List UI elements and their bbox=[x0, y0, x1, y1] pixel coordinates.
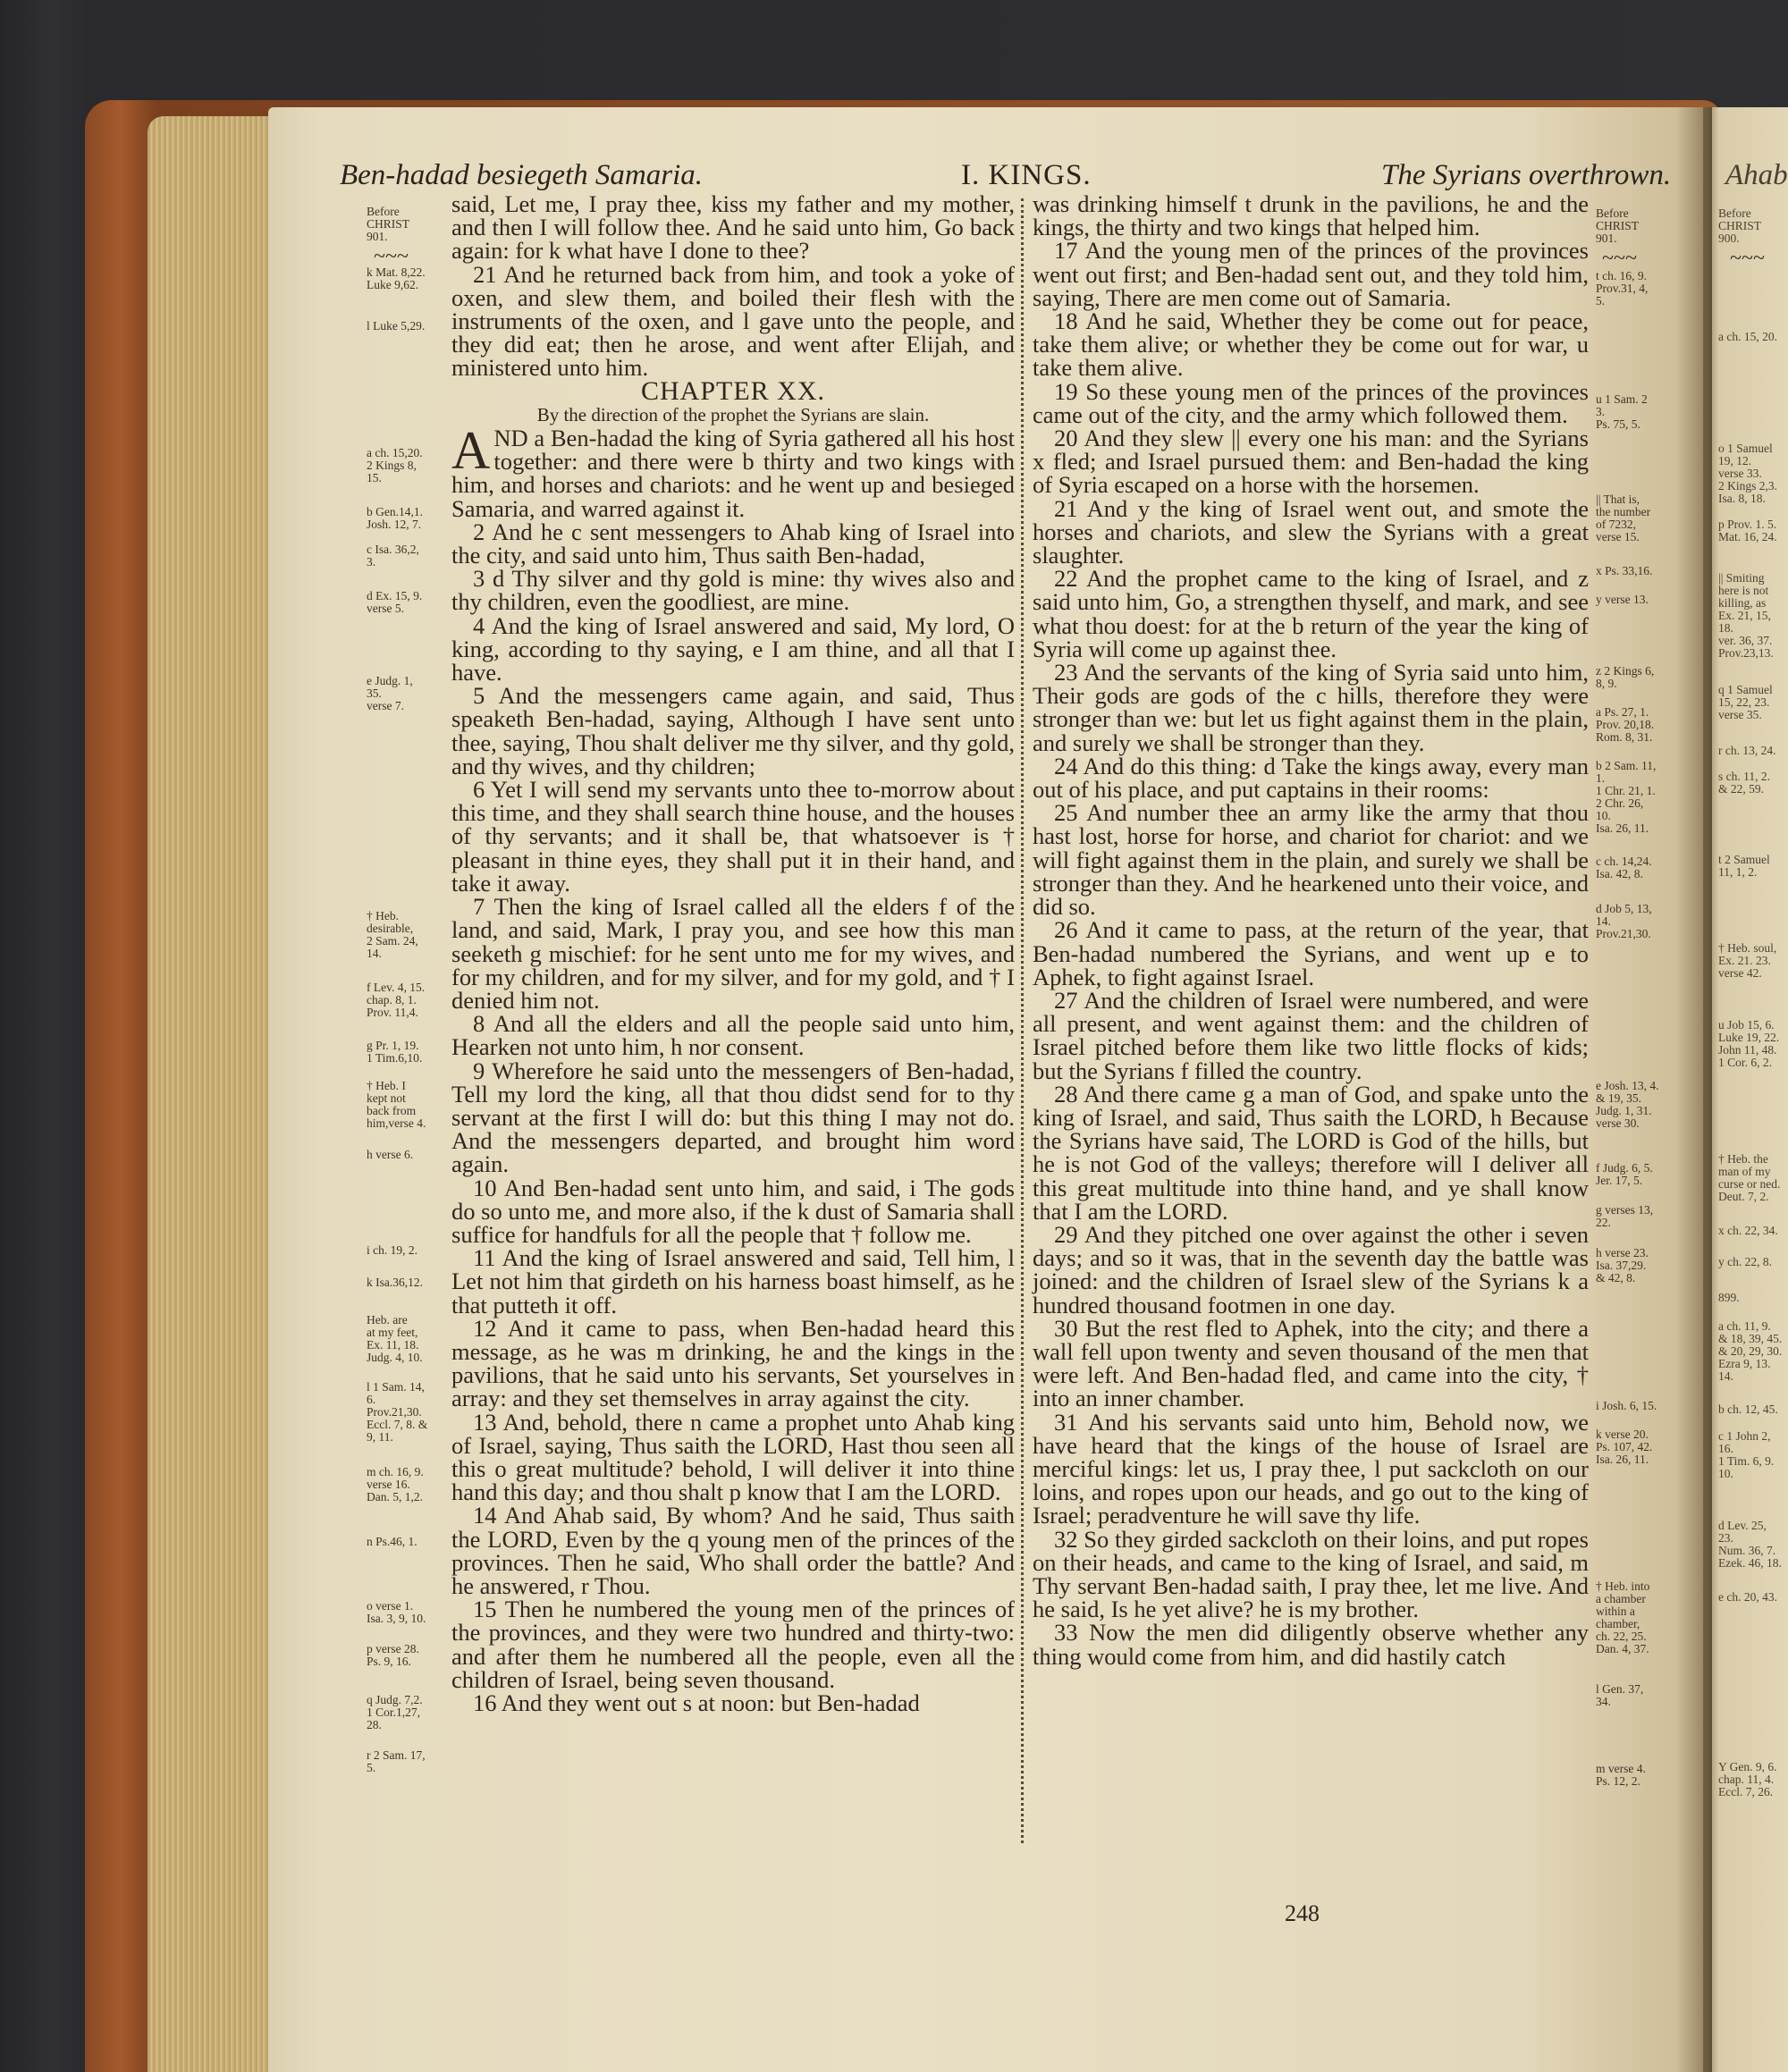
margin-note: i Josh. 6, 15. bbox=[1596, 1399, 1657, 1412]
ornament-right: ~~~ bbox=[1602, 247, 1637, 270]
margin-note: p verse 28. Ps. 9, 16. bbox=[367, 1642, 419, 1668]
ornament-next: ~~~ bbox=[1730, 247, 1765, 270]
column-divider bbox=[1021, 198, 1029, 1843]
verse-text: 5 And the messengers came again, and said, Thus speaketh Ben-hadad, saying, Although I have sent unto thee, saying, Thou shalt deliver me thy silver, and thy gold, and thy wives, and thy children; bbox=[451, 682, 1015, 779]
verse-text: 7 Then the king of Israel called all the elders f of the land, and said, Mark, I pray you, and see how this man seeketh g mischief: for he sent unto me for my wives, and for my children, and for my silver, and for my gold, and † I denied him not. bbox=[451, 893, 1015, 1014]
next-page-head: Ahab bbox=[1725, 159, 1788, 191]
margin-note: n Ps.46, 1. bbox=[367, 1535, 417, 1548]
margin-note: m ch. 16, 9. verse 16. Dan. 5, 1,2. bbox=[367, 1465, 424, 1503]
verse-text: 3 d Thy silver and thy gold is mine: thy wives also and thy children, even the goodliest, are mine. bbox=[451, 565, 1015, 616]
margin-note: f Judg. 6, 5. Jer. 17, 5. bbox=[1596, 1161, 1653, 1187]
margin-note: l 1 Sam. 14, 6. Prov.21,30. Eccl. 7, 8. & 9, 11. bbox=[367, 1380, 428, 1444]
margin-note: † Heb. I kept not back from him,verse 4. bbox=[367, 1079, 426, 1130]
margin-note: Before CHRIST 901. bbox=[367, 205, 410, 243]
verse-text: 24 And do this thing: d Take the kings away, every man out of his place, and put captains in their rooms: bbox=[1033, 752, 1589, 804]
verse-text: was drinking himself t drunk in the pavilions, he and the kings, the thirty and two kings that helped him. bbox=[1033, 190, 1589, 241]
margin-note: Before CHRIST 901. bbox=[1596, 206, 1640, 245]
margin-note: c Isa. 36,2, 3. bbox=[367, 543, 419, 569]
chapter-opening bbox=[451, 421, 1015, 522]
margin-note: a ch. 15, 20. bbox=[1718, 330, 1777, 343]
verse-text: 18 And he said, Whether they be come out for peace, take them alive; or whether they be come out for war, u take them alive. bbox=[1033, 307, 1589, 382]
verse-text: 16 And they went out s at noon: but Ben-hadad bbox=[473, 1689, 920, 1716]
margin-note: Heb. are at my feet, Ex. 11, 18. Judg. 4, 10. bbox=[367, 1313, 423, 1364]
verse-text: 15 Then he numbered the young men of the princes of the provinces, and they were two hundred and thirty-two: and after them he numbered all the people, even all the children of Israel, being seven thousand. bbox=[451, 1596, 1015, 1693]
margin-note: o verse 1. Isa. 3, 9, 10. bbox=[367, 1599, 426, 1625]
verse-text: 10 And Ben-hadad sent unto him, and said, i The gods do so unto me, and more also, if the k dust of Samaria shall suffice for handfuls for all the people that † follow me. bbox=[451, 1174, 1015, 1248]
margin-note: e Josh. 13, 4. & 19, 35. Judg. 1, 31. verse 30. bbox=[1596, 1079, 1659, 1130]
margin-note: Y Gen. 9, 6. chap. 11, 4. Eccl. 7, 26. bbox=[1718, 1760, 1777, 1798]
margin-note: d Ex. 15, 9. verse 5. bbox=[367, 589, 423, 615]
margin-note: b 2 Sam. 11, 1. 1 Chr. 21, 1. 2 Chr. 26, 10. Isa. 26, 11. bbox=[1596, 759, 1657, 835]
verse-text: 31 And his servants said unto him, Behold now, we have heard that the kings of the house of Israel are merciful kings: let us, I pray thee, l put sackcloth on our loins, and ropes upon our heads, and go out to the king of Israel; peradventure he will save thy life. bbox=[1033, 1408, 1589, 1529]
verse-text: 26 And it came to pass, at the return of the year, that Ben-hadad numbered the Syrians, and went up e to Aphek, to fight against Israel. bbox=[1033, 916, 1589, 990]
margin-note: h verse 23. Isa. 37,29. & 42, 8. bbox=[1596, 1246, 1649, 1284]
margin-note: g verses 13, 22. bbox=[1596, 1203, 1654, 1229]
margin-note: y verse 13. bbox=[1596, 593, 1649, 606]
margin-note: l Luke 5,29. bbox=[367, 319, 426, 333]
verse-text: 6 Yet I will send my servants unto thee to-morrow about this time, and they shall search thine house, and the houses of thy servants; and it shall be, that whatsoever is † pleasant in thine eyes, they shall put it in their hand, and take it away. bbox=[451, 776, 1015, 897]
ornament-left: ~~~ bbox=[374, 245, 409, 268]
verse-text: 27 And the children of Israel were numbered, and were all present, and went against them: and the children of Israel pitched before them like two little flocks of kids; but the Syrians f filled the country. bbox=[1033, 986, 1589, 1084]
margin-note: Before CHRIST 900. bbox=[1718, 206, 1762, 245]
margin-note: † Heb. soul, Ex. 21. 23. verse 42. bbox=[1718, 941, 1777, 980]
chapter-heading: CHAPTER XX. bbox=[640, 375, 825, 406]
verse-text: 14 And Ahab said, By whom? And he said, Thus saith the LORD, Even by the q young men of the princes of the provinces. Then he said, Who shall order the battle? And he answered, r Thou. bbox=[451, 1502, 1015, 1599]
running-head-book: I. KINGS. bbox=[961, 159, 1092, 191]
margin-note: t ch. 16, 9. Prov.31, 4, 5. bbox=[1596, 269, 1649, 307]
margin-note: i ch. 19, 2. bbox=[367, 1243, 417, 1257]
margin-note: c 1 John 2, 16. 1 Tim. 6, 9. 10. bbox=[1718, 1429, 1775, 1480]
margin-note: u Job 15, 6. Luke 19, 22. John 11, 48. 1 Cor. 6, 2. bbox=[1718, 1018, 1780, 1069]
verse-text: 13 And, behold, there n came a prophet unto Ahab king of Israel, saying, Thus saith the LORD, Hast thou seen all this o great multitude? behold, I will deliver it into thine hand this day; and thou shalt p know that I am the LORD. bbox=[451, 1408, 1015, 1506]
margin-note: † Heb. the man of my curse or ned. Deut. 7, 2. bbox=[1718, 1152, 1781, 1203]
page-edges bbox=[148, 116, 282, 2072]
margin-note: c ch. 14,24. Isa. 42, 8. bbox=[1596, 855, 1652, 880]
text-column-left bbox=[451, 192, 1015, 1714]
margin-note: z 2 Kings 6, 8, 9. bbox=[1596, 664, 1655, 690]
running-head-right: The Syrians overthrown. bbox=[1381, 159, 1672, 191]
margin-note: m verse 4. Ps. 12, 2. bbox=[1596, 1762, 1646, 1788]
margin-note: u 1 Sam. 2 3. Ps. 75, 5. bbox=[1596, 392, 1648, 431]
margin-note: q 1 Samuel 15, 22, 23. verse 35. bbox=[1718, 683, 1773, 721]
running-head-left: Ben-hadad besiegeth Samaria. bbox=[340, 159, 704, 191]
verse-text: 28 And there came g a man of God, and spake unto the king of Israel, and said, Thus saith the LORD, h Because the Syrians have said, The LORD is God of the hills, but he is not God of the valleys; therefore will I deliver all this great multitude into thine hand, and ye shall know that I am the LORD. bbox=[1033, 1080, 1589, 1225]
margin-note: a ch. 11, 9. & 18, 39, 45. & 20, 29, 30. Ezra 9, 13. 14. bbox=[1718, 1319, 1783, 1383]
gutter-shadow bbox=[1676, 107, 1712, 2072]
verse-text: 29 And they pitched one over against the other i seven days; and so it was, that in the seventh day the battle was joined: and the children of Israel slew of the Syrians k a hundred thousand footmen in one day. bbox=[1033, 1220, 1589, 1318]
verse-text: 22 And the prophet came to the king of Israel, and z said unto him, Go, a strengthen thyself, and mark, and see what thou doest: for at the b return of the year the king of Syria will come up against thee. bbox=[1033, 565, 1589, 662]
margin-note: x ch. 22, 34. bbox=[1718, 1224, 1778, 1237]
margin-note: q Judg. 7,2. 1 Cor.1,27, 28. bbox=[367, 1693, 423, 1731]
margin-note: || That is, the number of 7232, verse 15. bbox=[1596, 493, 1651, 543]
verse-text: 21 And he returned back from him, and took a yoke of oxen, and slew them, and boiled their flesh with the instruments of the oxen, and l gave unto the people, and they did eat; then he arose, and went after Elijah, and ministered unto him. bbox=[451, 260, 1015, 382]
margin-note: † Heb. into a chamber within a chamber, ch. 22, 25. Dan. 4, 37. bbox=[1596, 1579, 1650, 1655]
margin-note: r ch. 13, 24. bbox=[1718, 744, 1776, 757]
verse-text: ND a Ben-hadad the king of Syria gathered all his host together: and there were b thirty and two kings with him, and horses and chariots: and he went up and besieged Samaria, and warred against it. bbox=[451, 425, 1015, 522]
margin-note: p Prov. 1. 5. Mat. 16, 24. bbox=[1718, 518, 1777, 543]
margin-note: a Ps. 27, 1. Prov. 20,18. Rom. 8, 31. bbox=[1596, 705, 1655, 744]
margin-note: t 2 Samuel 11, 1, 2. bbox=[1718, 853, 1770, 879]
margin-note: y ch. 22, 8. bbox=[1718, 1255, 1772, 1268]
margin-note: b ch. 12, 45. bbox=[1718, 1402, 1778, 1416]
margin-note: h verse 6. bbox=[367, 1148, 414, 1161]
margin-note: a ch. 15,20. 2 Kings 8, 15. bbox=[367, 446, 423, 484]
verse-text: 32 So they girded sackcloth on their loins, and put ropes on their heads, and came to the king of Israel, and said, m Thy servant Ben-hadad saith, I pray thee, let me live. And he said, Is he yet alive? he is my brother. bbox=[1033, 1525, 1589, 1623]
verse-text: 21 And y the king of Israel went out, and smote the horses and chariots, and slew the Syrians with a great slaughter. bbox=[1033, 494, 1589, 569]
margin-note: † Heb. desirable, 2 Sam. 24, 14. bbox=[367, 909, 418, 960]
verse-text: 2 And he c sent messengers to Ahab king of Israel into the city, and said unto him, Thus saith Ben-hadad, bbox=[451, 518, 1015, 569]
verse-text: 33 Now the men did diligently observe whether any thing would come from him, and did hastily catch bbox=[1033, 1619, 1589, 1670]
margin-note: r 2 Sam. 17, 5. bbox=[367, 1748, 426, 1774]
chapter-summary: By the direction of the prophet the Syrians are slain. bbox=[536, 403, 930, 425]
margin-note: || Smiting here is not killing, as Ex. 21, 15, 18. ver. 36, 37. Prov.23,13. bbox=[1718, 571, 1774, 660]
drop-cap: A bbox=[451, 421, 491, 481]
verse-text: 4 And the king of Israel answered and said, My lord, O king, according to thy saying, e I am thine, and all that I have. bbox=[451, 611, 1015, 686]
margin-note: s ch. 11, 2. & 22, 59. bbox=[1718, 770, 1770, 796]
verse-text: 8 And all the elders and all the people said unto him, Hearken not unto him, h nor consent. bbox=[451, 1010, 1015, 1061]
verse-text: 19 So these young men of the princes of the provinces came out of the city, and the army which followed them. bbox=[1033, 377, 1589, 428]
verse-text: 20 And they slew || every one his man: and the Syrians x fled; and Israel pursued them: and Ben-hadad the king of Syria escaped on a horse with the horsemen. bbox=[1033, 425, 1589, 499]
margin-note: 899. bbox=[1718, 1291, 1740, 1304]
margin-note: d Lev. 25, 23. Num. 36, 7. Ezek. 46, 18. bbox=[1718, 1519, 1782, 1570]
verse-text: 9 Wherefore he said unto the messengers of Ben-hadad, Tell my lord the king, all that thou didst send for to thy servant at the first I will do: but this thing I may not do. And the messengers departed, and brought him word again. bbox=[451, 1057, 1015, 1178]
verse-text: 30 But the rest fled to Aphek, into the city; and there a wall fell upon twenty and seven thousand of the men that were left. And Ben-hadad fled, and came into the city, † into an inner chamber. bbox=[1033, 1314, 1589, 1412]
margin-note: g Pr. 1, 19. 1 Tim.6,10. bbox=[367, 1039, 423, 1065]
margin-note: o 1 Samuel 19, 12. verse 33. 2 Kings 2,3. Isa. 8, 18. bbox=[1718, 442, 1778, 505]
verse-text: 11 And the king of Israel answered and said, Tell him, l Let not him that girdeth on his harness boast himself, as he that putteth it off. bbox=[451, 1244, 1015, 1318]
page-number: 248 bbox=[1285, 1900, 1320, 1926]
margin-note: x Ps. 33,16. bbox=[1596, 564, 1653, 577]
margin-note: l Gen. 37, 34. bbox=[1596, 1682, 1644, 1708]
margin-note: k verse 20. Ps. 107, 42. Isa. 26, 11. bbox=[1596, 1428, 1653, 1466]
verse-text: 23 And the servants of the king of Syria said unto him, Their gods are gods of the c hills, therefore they were stronger than we: but let us fight against them in the plain, and surely we shall be stronger than they. bbox=[1033, 659, 1589, 756]
verse-text: said, Let me, I pray thee, kiss my father and my mother, and then I will follow thee. And he said unto him, Go back again: for k what have I done to thee? bbox=[451, 190, 1015, 265]
text-column-right bbox=[1033, 192, 1589, 1668]
margin-note: k Mat. 8,22. Luke 9,62. bbox=[367, 265, 426, 291]
margin-note: b Gen.14,1. Josh. 12, 7. bbox=[367, 505, 423, 531]
margin-note: e Judg. 1, 35. verse 7. bbox=[367, 674, 413, 712]
margin-note: k Isa.36,12. bbox=[367, 1276, 423, 1289]
margin-note: e ch. 20, 43. bbox=[1718, 1590, 1777, 1604]
verse-text: 12 And it came to pass, when Ben-hadad heard this message, as he was m drinking, he and the kings in the pavilions, that he said unto his servants, Set yourselves in array: and they set themselves in array against the city. bbox=[451, 1314, 1015, 1412]
margin-note: d Job 5, 13, 14. Prov.21,30. bbox=[1596, 902, 1652, 940]
margin-note: f Lev. 4, 15. chap. 8, 1. Prov. 11,4. bbox=[367, 981, 426, 1019]
verse-text: 25 And number thee an army like the army that thou hast lost, horse for horse, and chariot for chariot: and we will fight against them in the plain, and surely we shall be stronger than they. And he hearkened unto their voice, and did so. bbox=[1033, 799, 1589, 921]
verse-text: 17 And the young men of the princes of the provinces went out first; and Ben-hadad sent out, and they told him, saying, There are men come out of Samaria. bbox=[1033, 237, 1589, 311]
